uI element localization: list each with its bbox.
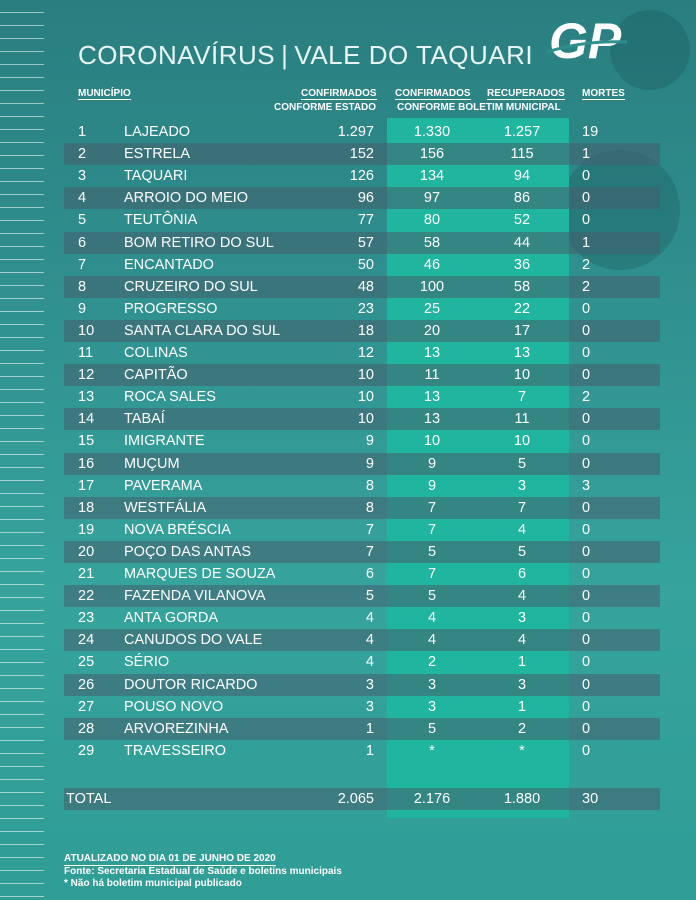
row-number: 25	[78, 654, 95, 671]
recuperados: 1	[517, 698, 527, 715]
confirmados-boletim: 97	[423, 190, 441, 207]
logo-text: GP	[549, 13, 622, 69]
recuperados: 4	[517, 588, 527, 605]
recuperados: 44	[513, 234, 531, 251]
municipio-name: ARVOREZINHA	[124, 720, 229, 737]
confirmados-estado: 7	[365, 543, 374, 560]
mortes: 0	[582, 521, 591, 538]
recuperados: 13	[513, 345, 531, 361]
confirmados-boletim: 7	[427, 566, 437, 582]
confirmados-boletim: 80	[423, 212, 441, 229]
recuperados: 22	[513, 300, 531, 317]
confirmados-estado: 12	[357, 345, 374, 361]
title-left: CORONAVÍRUS	[78, 40, 276, 70]
table-row	[64, 475, 660, 497]
row-number: 5	[78, 212, 87, 229]
recuperados: 3	[517, 610, 527, 627]
recuperados: 36	[513, 256, 531, 273]
row-number: 2	[78, 146, 87, 163]
row-number: 27	[78, 698, 95, 715]
recuperados: 3	[517, 477, 527, 494]
recuperados: 6	[517, 566, 527, 582]
row-number: 11	[78, 345, 94, 361]
table-row	[64, 674, 660, 696]
row-number: 28	[78, 720, 95, 737]
table-row	[64, 209, 660, 231]
confirmados-estado: 8	[365, 477, 374, 494]
row-number: 20	[78, 543, 95, 560]
row-number: 17	[78, 477, 95, 494]
confirmados-boletim: 5	[427, 720, 437, 737]
footer-updated: ATUALIZADO NO DIA 01 DE JUNHO DE 2020	[64, 853, 276, 864]
municipio-name: DOUTOR RICARDO	[124, 676, 258, 693]
table-row	[64, 232, 660, 254]
total-estado: 2.065	[337, 791, 374, 807]
mortes: 0	[582, 543, 591, 560]
municipio-name: ARROIO DO MEIO	[124, 190, 249, 207]
recuperados: 5	[517, 455, 527, 472]
confirmados-boletim: 156	[419, 146, 445, 163]
table-row	[64, 276, 660, 298]
confirmados-boletim: 5	[427, 543, 437, 560]
confirmados-boletim: 46	[423, 256, 441, 273]
municipio-name: CAPITÃO	[124, 367, 188, 384]
confirmados-boletim: 134	[419, 168, 445, 185]
municipio-name: PROGRESSO	[124, 300, 218, 317]
header-municipio: MUNICÍPIO	[78, 88, 131, 99]
row-number: 6	[78, 234, 87, 251]
table-row	[64, 519, 660, 541]
row-number: 24	[78, 632, 95, 649]
row-number: 19	[78, 521, 95, 538]
confirmados-boletim: 4	[427, 632, 437, 649]
recuperados: 94	[513, 168, 531, 185]
recuperados: 1	[517, 654, 527, 671]
mortes: 0	[582, 345, 591, 361]
mortes: 0	[582, 190, 591, 207]
confirmados-estado: 152	[349, 146, 374, 163]
mortes: 0	[582, 676, 591, 693]
confirmados-estado: 9	[365, 455, 374, 472]
confirmados-boletim: 13	[423, 345, 441, 361]
confirmados-boletim: 7	[427, 521, 437, 538]
confirmados-boletim: 20	[423, 322, 441, 339]
recuperados: *	[519, 742, 525, 759]
footer-note: * Não há boletim municipal publicado	[64, 878, 242, 889]
confirmados-estado: 23	[357, 300, 374, 317]
recuperados: 4	[517, 632, 527, 649]
municipio-name: ESTRELA	[124, 146, 191, 163]
confirmados-estado: 10	[357, 389, 374, 406]
confirmados-boletim: 1.330	[413, 124, 451, 140]
header-confirmados-estado: CONFIRMADOS	[301, 88, 377, 99]
municipio-name: SANTA CLARA DO SUL	[124, 322, 281, 339]
confirmados-boletim: *	[429, 742, 435, 759]
table-row	[64, 320, 660, 342]
row-number: 16	[78, 455, 95, 472]
confirmados-estado: 126	[349, 168, 374, 185]
recuperados: 7	[517, 389, 527, 406]
mortes: 0	[582, 212, 591, 229]
municipio-name: TABAÍ	[124, 411, 165, 428]
confirmados-estado: 4	[365, 654, 374, 671]
confirmados-boletim: 7	[427, 499, 437, 516]
total-label: TOTAL	[66, 791, 112, 807]
confirmados-estado: 10	[357, 411, 374, 428]
page-title	[78, 40, 533, 71]
municipio-name: WESTFÁLIA	[124, 499, 207, 516]
confirmados-boletim: 9	[427, 455, 437, 472]
decorative-lines	[0, 0, 44, 900]
row-number: 7	[78, 256, 87, 273]
row-number: 18	[78, 499, 95, 516]
table-row	[64, 254, 660, 276]
confirmados-boletim: 100	[419, 278, 445, 295]
mortes: 0	[582, 742, 591, 759]
municipio-name: SÉRIO	[124, 654, 170, 671]
mortes: 0	[582, 610, 591, 627]
row-number: 4	[78, 190, 87, 207]
mortes: 1	[582, 146, 591, 163]
confirmados-estado: 50	[357, 256, 374, 273]
recuperados: 10	[513, 367, 531, 384]
confirmados-estado: 1	[365, 742, 374, 759]
table-row	[64, 651, 660, 673]
mortes: 0	[582, 566, 591, 582]
municipio-name: CRUZEIRO DO SUL	[124, 278, 258, 295]
confirmados-boletim: 10	[423, 433, 441, 450]
confirmados-boletim: 13	[423, 389, 441, 406]
total-row	[64, 788, 660, 810]
municipio-name: ANTA GORDA	[124, 610, 218, 627]
confirmados-estado: 8	[365, 499, 374, 516]
total-mortes: 30	[582, 791, 599, 807]
table-row	[64, 563, 660, 585]
recuperados: 115	[510, 146, 534, 163]
title-separator: |	[281, 40, 289, 70]
recuperados: 10	[513, 433, 531, 450]
mortes: 19	[582, 124, 599, 140]
table-row	[64, 364, 660, 386]
mortes: 0	[582, 411, 591, 428]
row-number: 29	[78, 742, 95, 759]
row-number: 1	[78, 124, 87, 140]
municipio-name: MUÇUM	[124, 455, 180, 472]
mortes: 0	[582, 698, 591, 715]
confirmados-estado: 18	[357, 322, 374, 339]
recuperados: 11	[514, 411, 530, 428]
confirmados-estado: 5	[365, 588, 374, 605]
recuperados: 52	[513, 212, 531, 229]
municipio-name: NOVA BRÉSCIA	[124, 521, 231, 538]
mortes: 0	[582, 632, 591, 649]
row-number: 12	[78, 367, 95, 384]
table-row	[64, 607, 660, 629]
table-row	[64, 342, 660, 364]
footer-source: Fonte: Secretaria Estadual de Saúde e boletins municipais	[64, 866, 342, 877]
mortes: 0	[582, 455, 591, 472]
table-row	[64, 187, 660, 209]
footer	[64, 853, 342, 890]
municipio-name: IMIGRANTE	[124, 433, 205, 450]
mortes: 0	[582, 654, 591, 671]
table-row	[64, 386, 660, 408]
confirmados-estado: 4	[365, 632, 374, 649]
row-number: 23	[78, 610, 95, 627]
recuperados: 1.257	[503, 124, 541, 140]
municipio-name: TRAVESSEIRO	[124, 742, 227, 759]
header-recuperados: RECUPERADOS	[487, 88, 565, 99]
recuperados: 4	[517, 521, 527, 538]
municipio-name: COLINAS	[124, 345, 188, 361]
mortes: 0	[582, 300, 591, 317]
confirmados-estado: 4	[365, 610, 374, 627]
confirmados-estado: 3	[365, 698, 374, 715]
municipio-name: TEUTÔNIA	[124, 212, 198, 229]
table-row	[64, 408, 660, 430]
confirmados-estado: 48	[357, 278, 374, 295]
table-row	[64, 541, 660, 563]
confirmados-boletim: 13	[423, 411, 441, 428]
header-mortes: MORTES	[582, 88, 625, 99]
municipio-name: TAQUARI	[124, 168, 188, 185]
gp-logo	[545, 12, 629, 70]
confirmados-boletim: 4	[427, 610, 437, 627]
mortes: 2	[582, 389, 591, 406]
mortes: 1	[582, 234, 591, 251]
table-row	[64, 143, 660, 165]
recuperados: 17	[513, 322, 531, 339]
title-right: VALE DO TAQUARI	[294, 40, 534, 70]
confirmados-boletim: 5	[427, 588, 437, 605]
confirmados-estado: 57	[357, 234, 374, 251]
mortes: 0	[582, 322, 591, 339]
confirmados-boletim: 3	[427, 676, 437, 693]
recuperados: 58	[513, 278, 531, 295]
total-recuperados: 1.880	[503, 791, 541, 807]
confirmados-boletim: 2	[427, 654, 437, 671]
table-row	[64, 497, 660, 519]
confirmados-estado: 9	[365, 433, 374, 450]
confirmados-estado: 77	[357, 212, 374, 229]
row-number: 15	[78, 433, 95, 450]
row-number: 14	[78, 411, 95, 428]
municipio-name: LAJEADO	[124, 124, 191, 140]
recuperados: 2	[517, 720, 527, 737]
table-row	[64, 298, 660, 320]
row-number: 3	[78, 168, 87, 185]
table-row	[64, 629, 660, 651]
recuperados: 86	[513, 190, 531, 207]
confirmados-estado: 7	[365, 521, 374, 538]
confirmados-boletim: 3	[427, 698, 437, 715]
municipio-name: FAZENDA VILANOVA	[124, 588, 266, 605]
municipio-name: BOM RETIRO DO SUL	[124, 234, 274, 251]
confirmados-estado: 10	[357, 367, 374, 384]
mortes: 3	[582, 477, 591, 494]
municipio-name: CANUDOS DO VALE	[124, 632, 263, 649]
row-number: 13	[78, 389, 95, 406]
municipio-name: PAVERAMA	[124, 477, 203, 494]
confirmados-boletim: 11	[424, 367, 440, 384]
mortes: 2	[582, 256, 591, 273]
municipio-name: MARQUES DE SOUZA	[124, 566, 276, 582]
mortes: 0	[582, 720, 591, 737]
table-row	[64, 165, 660, 187]
table-row	[64, 121, 660, 143]
row-number: 22	[78, 588, 95, 605]
municipio-name: POUSO NOVO	[124, 698, 224, 715]
table-row	[64, 718, 660, 740]
table-row	[64, 696, 660, 718]
row-number: 10	[78, 322, 95, 339]
total-boletim: 2.176	[413, 791, 451, 807]
table-row	[64, 585, 660, 607]
row-number: 26	[78, 676, 95, 693]
recuperados: 3	[517, 676, 527, 693]
confirmados-estado: 3	[365, 676, 374, 693]
header-conforme-estado: CONFORME ESTADO	[274, 102, 377, 113]
confirmados-estado: 96	[357, 190, 374, 207]
header-conforme-boletim: CONFORME BOLETIM MUNICIPAL	[397, 102, 561, 113]
confirmados-estado: 1	[365, 720, 374, 737]
header-confirmados-boletim: CONFIRMADOS	[395, 88, 471, 99]
confirmados-boletim: 9	[427, 477, 437, 494]
row-number: 9	[78, 300, 87, 317]
municipio-name: ENCANTADO	[124, 256, 214, 273]
table-row	[64, 740, 660, 762]
mortes: 0	[582, 168, 591, 185]
mortes: 0	[582, 367, 591, 384]
municipio-name: ROCA SALES	[124, 389, 216, 406]
table-row	[64, 430, 660, 452]
mortes: 2	[582, 278, 591, 295]
confirmados-boletim: 25	[423, 300, 441, 317]
confirmados-estado: 6	[365, 566, 374, 582]
recuperados: 5	[517, 543, 527, 560]
table-row	[64, 453, 660, 475]
recuperados: 7	[517, 499, 527, 516]
confirmados-estado: 1.297	[337, 124, 374, 140]
municipio-name: POÇO DAS ANTAS	[124, 543, 252, 560]
mortes: 0	[582, 433, 591, 450]
mortes: 0	[582, 499, 591, 516]
row-number: 21	[78, 566, 95, 582]
row-number: 8	[78, 278, 87, 295]
mortes: 0	[582, 588, 591, 605]
confirmados-boletim: 58	[423, 234, 441, 251]
